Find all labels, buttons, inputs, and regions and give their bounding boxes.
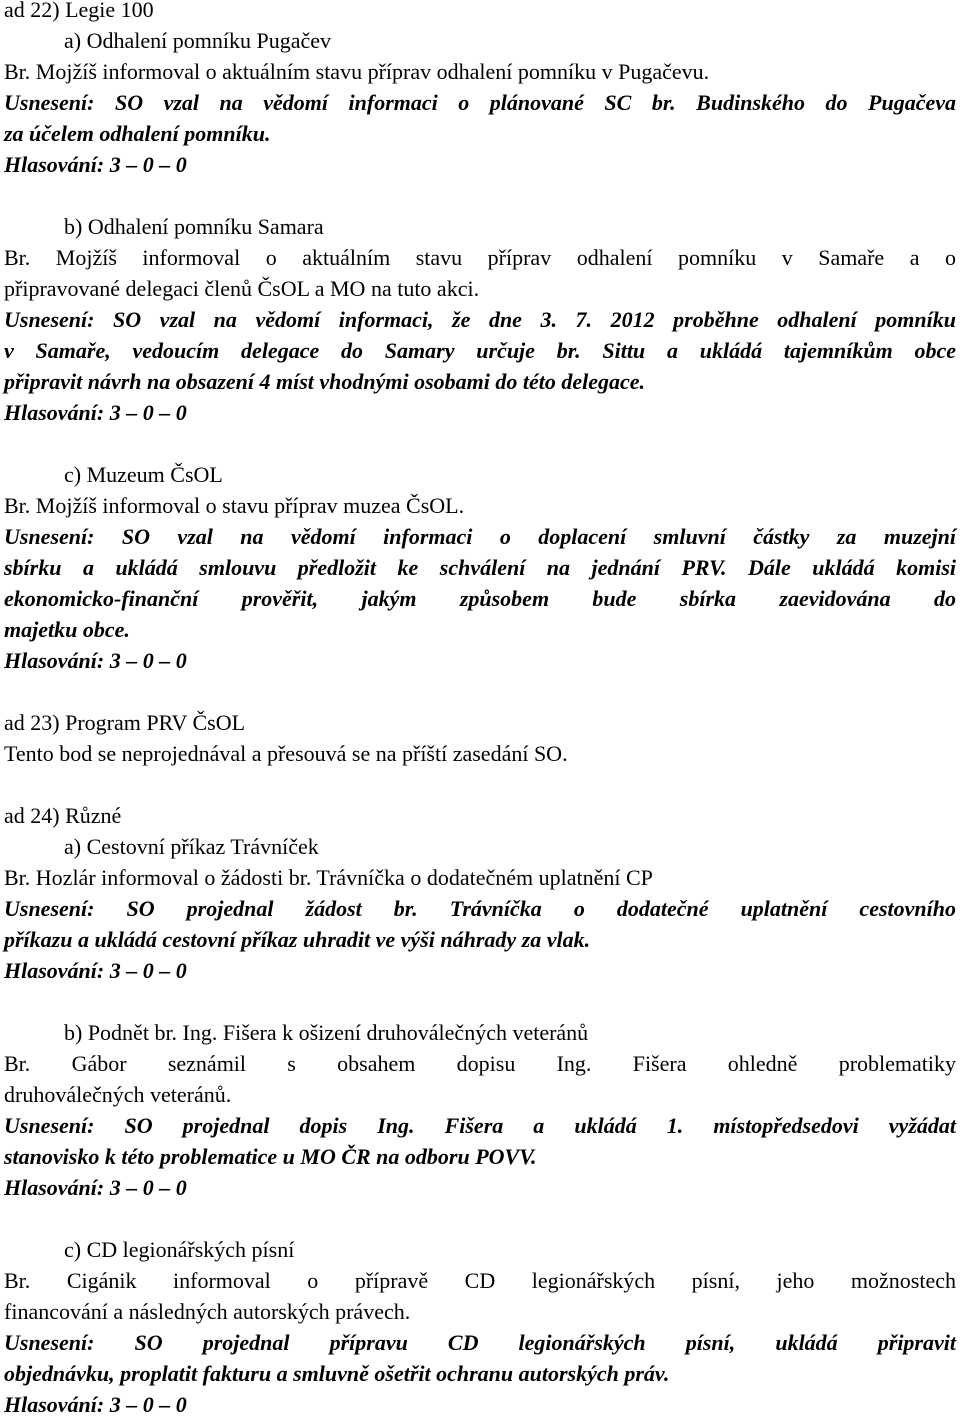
item-info-24c-line-2: financování a následných autorských právech.: [4, 1299, 411, 1324]
section-text-23: Tento bod se neprojednával a přesouvá se na příští zasedání SO.: [4, 741, 568, 766]
document-page: [4, 0, 956, 1420]
resolution-24b-line-1: Usnesení: SO projednal dopis Ing. Fišera a ukládá 1. místopředsedovi vyžádat: [4, 1113, 956, 1138]
vote-24a: Hlasování: 3 – 0 – 0: [4, 958, 187, 983]
section-heading-22: ad 22) Legie 100: [4, 0, 154, 22]
resolution-22a-line-2: za účelem odhalení pomníku.: [4, 121, 271, 146]
resolution-24a-line-2: příkazu a ukládá cestovní příkaz uhradit ve výši náhrady za vlak.: [4, 927, 591, 952]
resolution-24c-line-1: Usnesení: SO projednal přípravu CD legionářských písní, ukládá připravit: [4, 1330, 956, 1355]
resolution-24b-line-2: stanovisko k této problematice u MO ČR na odboru POVV.: [4, 1144, 537, 1169]
item-title-24a: a) Cestovní příkaz Trávníček: [64, 834, 319, 859]
resolution-22c-line-1: Usnesení: SO vzal na vědomí informaci o doplacení smluvní částky za muzejní: [4, 524, 956, 549]
item-title-24c: c) CD legionářských písní: [64, 1237, 295, 1262]
item-title-24b: b) Podnět br. Ing. Fišera k ošizení druhoválečných veteránů: [64, 1020, 589, 1045]
resolution-24c-line-2: objednávku, proplatit fakturu a smluvně ošetřit ochranu autorských práv.: [4, 1361, 670, 1386]
resolution-24a-line-1: Usnesení: SO projednal žádost br. Trávníčka o dodatečné uplatnění cestovního: [4, 896, 956, 921]
vote-24c: Hlasování: 3 – 0 – 0: [4, 1392, 187, 1417]
item-title-22c: c) Muzeum ČsOL: [64, 462, 223, 487]
item-info-24b-line-2: druhoválečných veteránů.: [4, 1082, 232, 1107]
vote-22a: Hlasování: 3 – 0 – 0: [4, 152, 187, 177]
resolution-22c-line-4: majetku obce.: [4, 617, 130, 642]
item-info-22b-line-2: připravované delegaci členů ČsOL a MO na tuto akci.: [4, 276, 480, 301]
resolution-22b-line-3: připravit návrh na obsazení 4 míst vhodnými osobami do této delegace.: [4, 369, 646, 394]
spacer: [4, 769, 956, 800]
item-info-24a: Br. Hozlár informoval o žádosti br. Trávníčka o dodatečném uplatnění CP: [4, 865, 653, 890]
item-info-22a: Br. Mojžíš informoval o aktuálním stavu příprav odhalení pomníku v Pugačevu.: [4, 59, 710, 84]
item-info-24c-line-1: Br. Cigánik informoval o přípravě CD legionářských písní, jeho možnostech: [4, 1268, 956, 1293]
spacer: [4, 180, 956, 211]
vote-22b: Hlasování: 3 – 0 – 0: [4, 400, 187, 425]
section-heading-23: ad 23) Program PRV ČsOL: [4, 710, 246, 735]
vote-24b: Hlasování: 3 – 0 – 0: [4, 1175, 187, 1200]
vote-22c: Hlasování: 3 – 0 – 0: [4, 648, 187, 673]
item-info-22b-line-1: Br. Mojžíš informoval o aktuálním stavu příprav odhalení pomníku v Samaře a o: [4, 245, 956, 270]
resolution-22c-line-2: sbírku a ukládá smlouvu předložit ke schválení na jednání PRV. Dále ukládá komisi: [4, 555, 956, 580]
resolution-22b-line-1: Usnesení: SO vzal na vědomí informaci, že dne 3. 7. 2012 proběhne odhalení pomníku: [4, 307, 956, 332]
item-info-24b-line-1: Br. Gábor seznámil s obsahem dopisu Ing. Fišera ohledně problematiky: [4, 1051, 956, 1076]
item-title-22a: a) Odhalení pomníku Pugačev: [64, 28, 331, 53]
item-info-22c: Br. Mojžíš informoval o stavu příprav muzea ČsOL.: [4, 493, 465, 518]
spacer: [4, 428, 956, 459]
resolution-22b-line-2: v Samaře, vedoucím delegace do Samary určuje br. Sittu a ukládá tajemníkům obce: [4, 338, 956, 363]
item-title-22b: b) Odhalení pomníku Samara: [64, 214, 324, 239]
spacer: [4, 986, 956, 1017]
spacer: [4, 676, 956, 707]
resolution-22a-line-1: Usnesení: SO vzal na vědomí informaci o plánované SC br. Budinského do Pugačeva: [4, 90, 956, 115]
spacer: [4, 1203, 956, 1234]
resolution-22c-line-3: ekonomicko-finanční prověřit, jakým způsobem bude sbírka zaevidována do: [4, 586, 956, 611]
section-heading-24: ad 24) Různé: [4, 803, 122, 828]
